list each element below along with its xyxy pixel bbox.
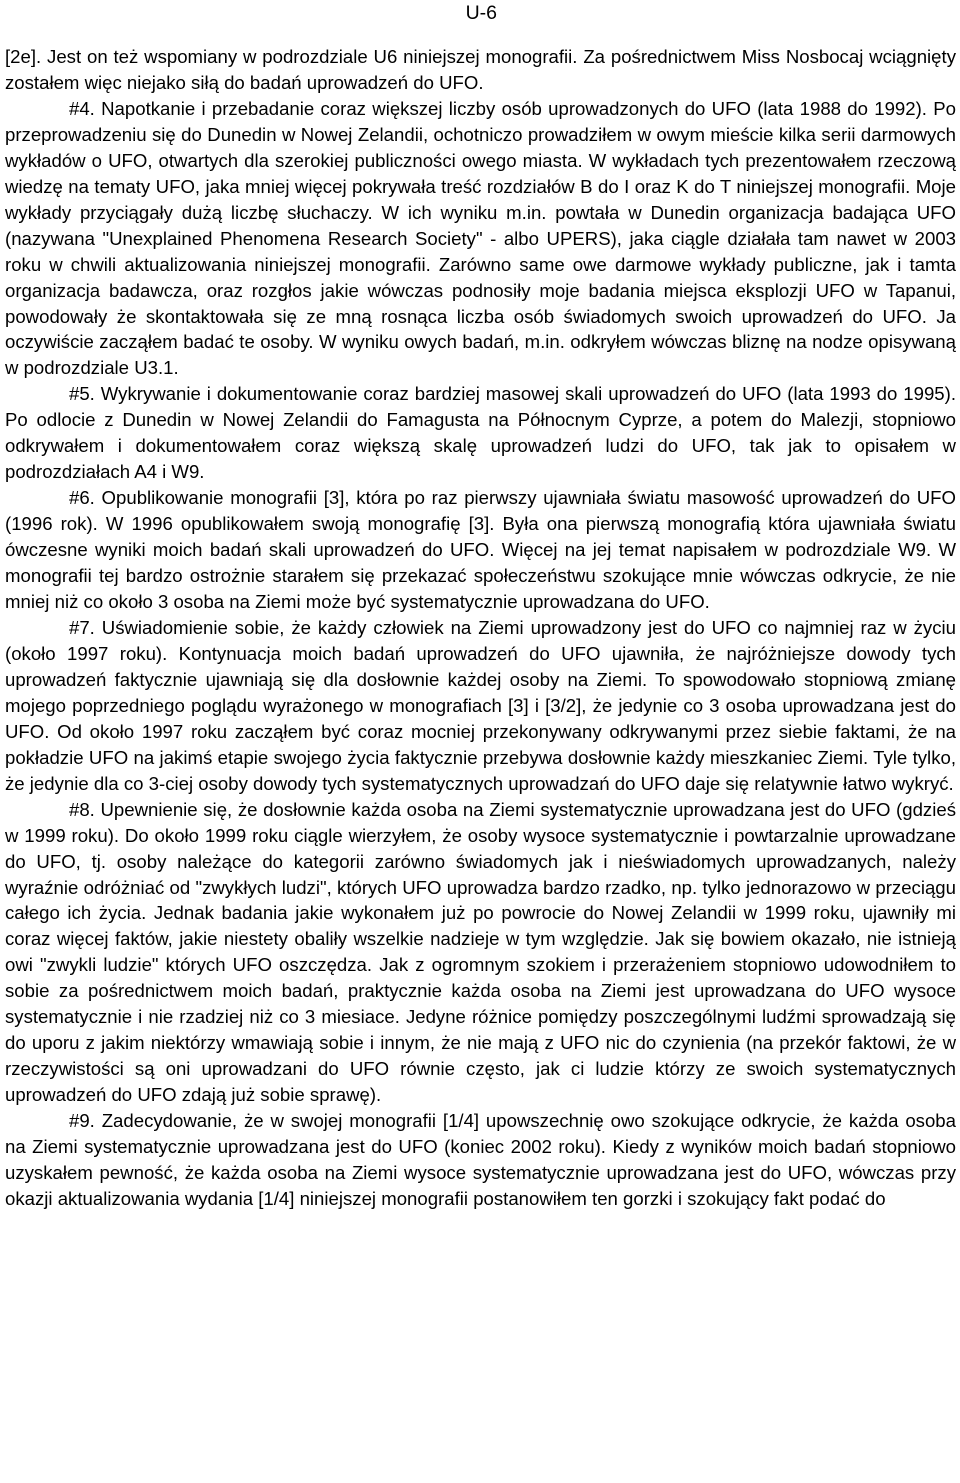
paragraph-6: #6. Opublikowanie monografii [3], która po raz pierwszy ujawniała światu masowość uprowadzeń do UFO (1996 rok). W 1996 opublikowałem swoją monografię [3]. Była ona pierwszą monografią która ujawniała światu ówczesne wyniki moich badań skali uprowadzeń do UFO. Więcej na jej temat napisałem w podrozdziale W9. W monografii tej bardzo ostrożnie starałem się przekazać społeczeństwu szokujące mnie wówczas odkrycie, że nie mniej niż co około 3 osoba na Ziemi może być systematycznie uprowadzana do UFO. xyxy=(5,487,956,613)
paragraph-continuation: [2e]. Jest on też wspomiany w podrozdziale U6 niniejszej monografii. Za pośrednictwem Miss Nosbocaj wciągnięty zostałem więc niejako siłą do badań uprowadzeń do UFO. xyxy=(5,46,956,93)
paragraph-4: #4. Napotkanie i przebadanie coraz większej liczby osób uprowadzonych do UFO (lata 1988 do 1992). Po przeprowadzeniu się do Dunedin w Nowej Zelandii, ochotniczo prowadziłem w owym mieście kilka serii darmowych wykładów o UFO, otwartych dla szerokiej publiczności owego miasta. W wykładach tych prezentowałem rzeczową wiedzę na tematy UFO, jaka mniej więcej pokrywała treść rozdziałów B do I oraz K do T niniejszej monografii. Moje wykłady przyciągały dużą liczbę słuchaczy. W ich wyniku m.in. powtała w Dunedin organizacja badająca UFO (nazywana "Unexplained Phenomena Research Society" - albo UPERS), jaka ciągle działała tam nawet w 2003 roku w chwili aktualizowania niniejszej monografii. Zarówno same owe darmowe wykłady publiczne, jak i tamta organizacja badawcza, oraz rozgłos jakie wówczas podnosiły moje badania miejsca eksplozji UFO w Tapanui, powodowały że skontaktowała się ze mną rosnąca liczba osób świadomych swoich uprowadzeń do UFO. Ja oczywiście zacząłem badać te osoby. W wyniku owych badań, m.in. odkryłem wówczas bliznę na nodze opisywaną w podrozdziale U3.1. xyxy=(5,97,956,379)
paragraph-5: #5. Wykrywanie i dokumentowanie coraz bardziej masowej skali uprowadzeń do UFO (lata 1993 do 1995). Po odlocie z Dunedin w Nowej Zelandii do Famagusta na Północnym Cyprze, a potem do Malezji, stopniowo odkrywałem i dokumentowałem coraz większą skalę uprowadzeń ludzi do UFO, tak jak to opisałem w podrozdziałach A4 i W9. xyxy=(5,383,956,483)
paragraph-8: #8. Upewnienie się, że dosłownie każda osoba na Ziemi systematycznie uprowadzana jest do UFO (gdzieś w 1999 roku). Do około 1999 roku ciągle wierzyłem, że osoby wysoce systematycznie i powtarzalnie uprowadzane do UFO, tj. osoby należące do kategorii zarówno świadomych jak i nieświadomych uprowadzanych, należy wyraźnie odróżniać od "zwykłych ludzi", których UFO uprowadza bardzo rzadko, np. tylko jednorazowo w przeciągu całego ich życia. Jednak badania jakie wykonałem już po powrocie do Nowej Zelandii w 1999 roku, ujawniły mi coraz więcej faktów, jakie niestety obaliły wszelkie nadzieje w tym względzie. Jak się bowiem okazało, nie istnieją owi "zwykli ludzie" których UFO oszczędza. Jak z ogromnym szokiem i przerażeniem stopniowo udowodniłem to sobie za pośrednictwem moich badań, praktycznie każda osoba na Ziemi jest uprowadzana do UFO wysoce systematycznie i nie rzadziej niż co 3 miesiace. Jedyne różnice pomiędzy poszczególnymi ludźmi sprowadzają się do uporu z jakim niektórzy wmawiają sobie i innym, że nie mają z UFO nic do czynienia (na przekór faktowi, że w rzeczywistości są oni uprowadzani do UFO równie często, jak ci ludzie którzy ze swoich systematycznych uprowadzeń do UFO zdają już sobie sprawę). xyxy=(5,798,956,1106)
paragraph-7: #7. Uświadomienie sobie, że każdy człowiek na Ziemi uprowadzony jest do UFO co najmniej raz w życiu (około 1997 roku). Kontynuacja moich badań uprowadzeń do UFO ujawniła, że najróżniejsze dowody tych uprowadzeń faktycznie ujawniają się dla dosłownie każdej osoby na Ziemi. To spowodowało stopniową zmianę mojego poprzedniego poglądu wyrażonego w monografiach [3] i [3/2], że jedynie co 3 osoba uprowadzana jest do UFO. Od około 1997 roku zacząłem być coraz mocniej przekonywany odkrywanymi przez siebie faktami, że na pokładzie UFO na jakimś etapie swojego życia faktycznie przebywa dosłownie każdy mieszkaniec Ziemi. Tyle tylko, że jedynie dla co 3-ciej osoby dowody tych systematycznych uprowadzań do UFO daje się relatywnie łatwo wykryć. xyxy=(5,616,956,794)
paragraph-9: #9. Zadecydowanie, że w swojej monografii [1/4] upowszechnię owo szokujące odkrycie, że każda osoba na Ziemi systematycznie uprowadzana jest do UFO (koniec 2002 roku). Kiedy z wyników moich badań stopniowo uzyskałem pewność, że każda osoba na Ziemi wysoce systematycznie uprowadzana jest do UFO, wówczas przy okazji aktualizowania wydania [1/4] niniejszej monografii postanowiłem ten gorzki i szokujący fakt podać do xyxy=(5,1110,956,1209)
document-body xyxy=(5,44,956,1212)
page-number: U-6 xyxy=(465,2,497,24)
